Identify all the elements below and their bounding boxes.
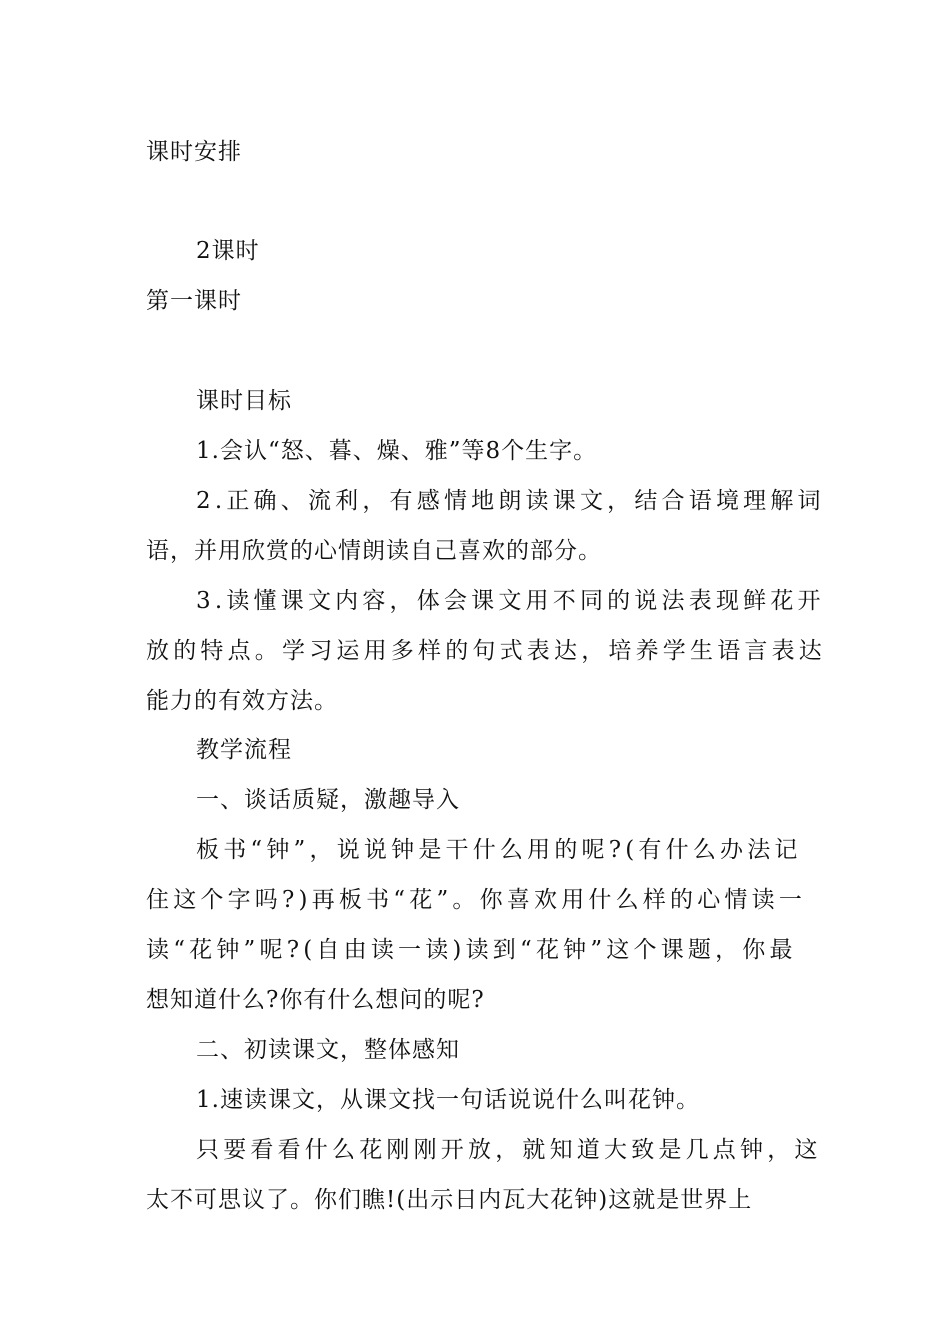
heading-process: 教学流程 <box>196 737 292 763</box>
section-2-heading: 二、初读课文，整体感知 <box>196 1037 460 1063</box>
objective-2-line-2: 语，并用欣赏的心情朗读自己喜欢的部分。 <box>146 538 602 564</box>
objective-3-line-1: 3.读懂课文内容，体会课文用不同的说法表现鲜花开 <box>196 588 825 614</box>
section-1-para-line-3: 读“花钟”呢?(自由读一读)读到“花钟”这个课题，你最 <box>146 937 797 963</box>
objective-3-line-2: 放的特点。学习运用多样的句式表达，培养学生语言表达 <box>146 638 826 664</box>
section-1-para-line-2: 住这个字吗?)再板书“花”。你喜欢用什么样的心情读一 <box>146 887 807 913</box>
objective-1: 1.会认“怒、暮、燥、雅”等8个生字。 <box>196 438 598 464</box>
section-1-para-line-1: 板书“钟”，说说钟是干什么用的呢?(有什么办法记 <box>196 837 802 863</box>
section-1-para-line-4: 想知道什么?你有什么想问的呢? <box>146 987 485 1013</box>
heading-first-lesson: 第一课时 <box>146 288 242 314</box>
objective-3-line-3: 能力的有效方法。 <box>146 688 338 714</box>
section-2-para-line-1: 只要看看什么花刚刚开放，就知道大致是几点钟，这 <box>196 1137 822 1163</box>
heading-objectives: 课时目标 <box>196 388 292 414</box>
heading-schedule: 课时安排 <box>146 139 242 165</box>
section-2-item-1: 1.速读课文，从课文找一句话说说什么叫花钟。 <box>196 1087 700 1113</box>
schedule-value: 2课时 <box>196 238 260 264</box>
section-1-heading: 一、谈话质疑，激趣导入 <box>196 787 460 813</box>
objective-2-line-1: 2.正确、流利，有感情地朗读课文，结合语境理解词 <box>196 488 825 514</box>
section-2-para-line-2: 太不可思议了。你们瞧!(出示日内瓦大花钟)这就是世界上 <box>146 1187 753 1213</box>
